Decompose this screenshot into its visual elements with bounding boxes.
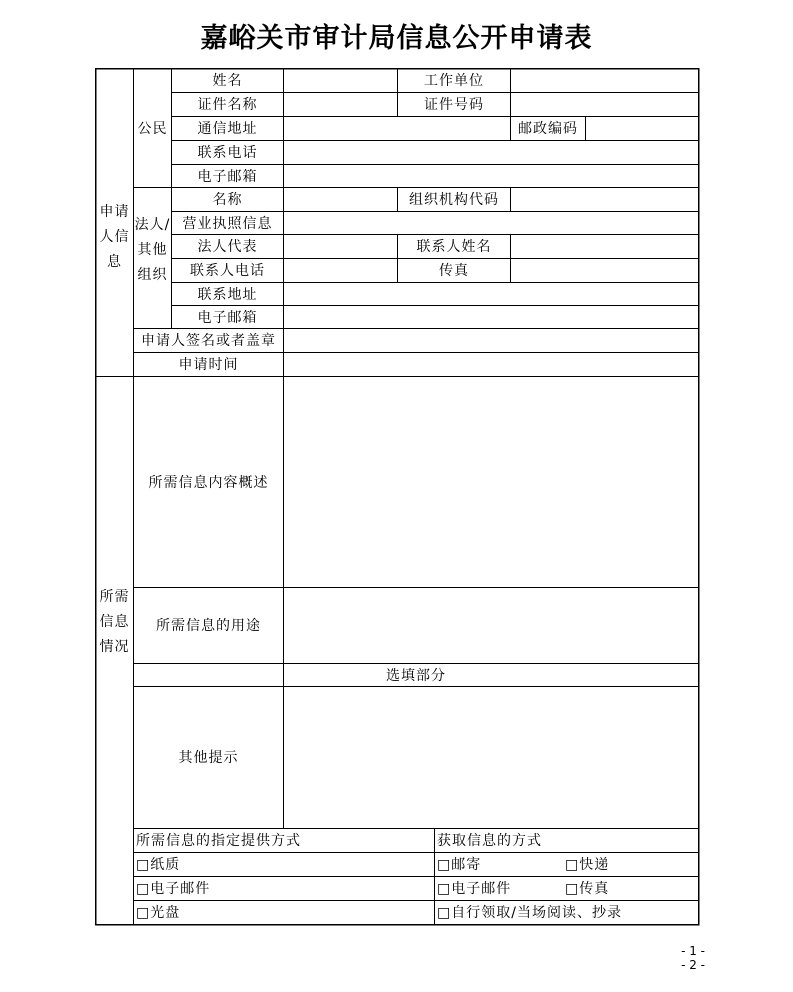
org-name-label: 名称 bbox=[212, 192, 243, 208]
contact-phone-field[interactable] bbox=[284, 258, 397, 282]
id-type-field[interactable] bbox=[284, 92, 397, 116]
address-label: 通信地址 bbox=[197, 121, 258, 137]
other-field[interactable] bbox=[284, 686, 698, 828]
org-email-label: 电子邮箱 bbox=[197, 309, 258, 326]
obtain-self-pickup-checkbox[interactable]: □自行领取/当场阅读、抄录 bbox=[437, 905, 622, 921]
id-number-label: 证件号码 bbox=[424, 97, 484, 113]
option-paper-checkbox[interactable]: □纸质 bbox=[136, 857, 181, 873]
contact-name-label: 联系人姓名 bbox=[416, 239, 492, 255]
postcode-field[interactable] bbox=[586, 116, 698, 140]
summary-label: 所需信息内容概述 bbox=[148, 475, 269, 491]
citizen-name-label: 姓名 bbox=[212, 73, 243, 89]
obtain-email-checkbox[interactable]: □电子邮件 bbox=[437, 881, 512, 897]
purpose-field[interactable] bbox=[284, 587, 698, 663]
org-name-field[interactable] bbox=[284, 187, 397, 211]
obtain-method-header: 获取信息的方式 bbox=[437, 833, 542, 849]
org-address-field[interactable] bbox=[284, 282, 698, 305]
page-number-1: - 1 - bbox=[681, 944, 705, 958]
org-email-field[interactable] bbox=[284, 305, 698, 328]
phone-field[interactable] bbox=[284, 140, 698, 164]
page-number-2: - 2 - bbox=[681, 958, 705, 972]
other-label: 其他提示 bbox=[178, 750, 239, 766]
employer-field[interactable] bbox=[511, 68, 698, 92]
date-field[interactable] bbox=[284, 352, 698, 376]
legal-rep-field[interactable] bbox=[284, 234, 397, 258]
purpose-label: 所需信息的用途 bbox=[156, 618, 261, 634]
form-title: 嘉峪关市审计局信息公开申请表 bbox=[200, 23, 593, 54]
org-code-label: 组织机构代码 bbox=[409, 192, 499, 208]
signature-label: 申请人签名或者盖章 bbox=[141, 333, 276, 349]
org-code-field[interactable] bbox=[511, 187, 698, 211]
citizen-email-label: 电子邮箱 bbox=[197, 168, 258, 185]
obtain-mail-checkbox[interactable]: □邮寄 bbox=[437, 857, 482, 873]
optional-section-header: 选填部分 bbox=[386, 667, 446, 684]
provide-method-header: 所需信息的指定提供方式 bbox=[136, 833, 301, 849]
applicant-info-group-label: 申请人信息 bbox=[99, 204, 130, 270]
citizen-email-field[interactable] bbox=[284, 164, 698, 187]
contact-name-field[interactable] bbox=[511, 234, 698, 258]
postcode-label: 邮政编码 bbox=[518, 121, 578, 137]
org-address-label: 联系地址 bbox=[197, 286, 258, 303]
phone-label: 联系电话 bbox=[197, 145, 258, 161]
info-group-label: 所需信息情况 bbox=[99, 589, 130, 655]
address-field[interactable] bbox=[284, 116, 510, 140]
id-number-field[interactable] bbox=[511, 92, 698, 116]
option-email-checkbox[interactable]: □电子邮件 bbox=[136, 881, 211, 897]
id-type-label: 证件名称 bbox=[197, 97, 258, 113]
option-disc-checkbox[interactable]: □光盘 bbox=[136, 905, 181, 921]
legal-rep-label: 法人代表 bbox=[197, 239, 258, 255]
employer-label: 工作单位 bbox=[424, 73, 484, 89]
summary-field[interactable] bbox=[284, 377, 698, 587]
obtain-fax-checkbox[interactable]: □传真 bbox=[565, 881, 610, 897]
date-label: 申请时间 bbox=[178, 357, 239, 373]
citizen-name-field[interactable] bbox=[284, 68, 397, 92]
contact-phone-label: 联系人电话 bbox=[190, 263, 265, 279]
license-label: 营业执照信息 bbox=[182, 215, 273, 232]
obtain-express-checkbox[interactable]: □快递 bbox=[565, 857, 610, 873]
citizen-label: 公民 bbox=[137, 120, 168, 137]
org-label: 法人/其他组织 bbox=[134, 217, 171, 283]
fax-field[interactable] bbox=[511, 258, 698, 282]
signature-field[interactable] bbox=[284, 328, 698, 352]
license-field[interactable] bbox=[284, 211, 698, 234]
fax-label: 传真 bbox=[439, 263, 469, 279]
